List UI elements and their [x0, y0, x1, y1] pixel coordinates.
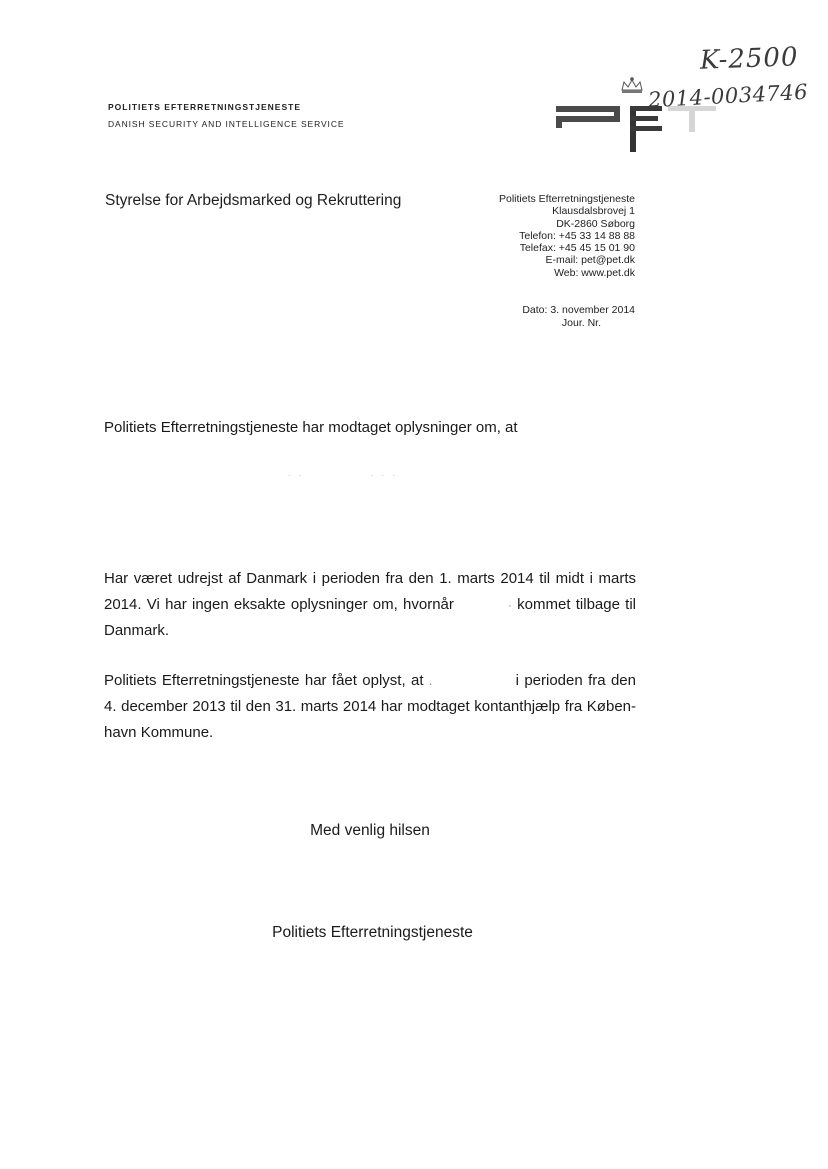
closing-greeting: Med venlig hilsen — [310, 822, 430, 839]
paragraph-travel-part2: kommet tilbage til Danmark. — [104, 596, 637, 639]
closing-signature: Politiets Efterretningstjeneste — [272, 924, 473, 941]
paragraph-benefits-part1: Politiets Efterretningstjeneste har fået oplyst, at — [104, 672, 424, 689]
sender-address: Klausdalsbrovej 1 — [552, 205, 635, 218]
recipient: Styrelse for Arbejdsmarked og Rekruttering — [105, 192, 402, 209]
paragraph-benefits-part2: i perioden fra den 4. december 2013 til den 31. marts 2014 har modtaget kontanthjælp fra Køben-havn Kommune. — [104, 672, 636, 741]
sender-block — [499, 193, 635, 279]
redacted-line: . . . . . — [288, 468, 399, 478]
handwritten-case-ref: K-2500 — [699, 42, 799, 76]
sender-name: Politiets Efterretningstjeneste — [499, 193, 635, 205]
journal-number: Jour. Nr. — [561, 317, 601, 329]
redaction-mark: . — [428, 674, 433, 688]
sender-phone: Telefon: +45 33 14 88 88 — [519, 229, 635, 242]
sender-web: Web: www.pet.dk — [554, 266, 635, 279]
paragraph-benefits — [104, 668, 636, 746]
redaction-mark: · — [507, 598, 512, 612]
letter-date: Dato: 3. november 2014 — [522, 304, 635, 316]
date-block — [522, 304, 635, 330]
intro-paragraph: Politiets Efterretningstjeneste har modtaget oplysninger om, at — [104, 419, 518, 436]
pet-letters — [556, 106, 716, 152]
paragraph-travel-part1: Har været udrejst af Danmark i perioden fra den 1. marts 2014 til midt i marts 2014. Vi har ingen eksakte oplysninger om, hvornår — [104, 570, 636, 613]
crown-icon — [622, 78, 642, 93]
handwritten-journal-ref: 2014-0034746 — [647, 79, 809, 113]
org-name-danish: POLITIETS EFTERRETNINGSTJENESTE — [108, 102, 301, 112]
sender-email: E-mail: pet@pet.dk — [545, 254, 635, 267]
sender-fax: Telefax: +45 45 15 01 90 — [519, 242, 635, 255]
paragraph-travel — [104, 566, 636, 644]
sender-postal: DK-2860 Søborg — [556, 217, 635, 230]
org-name-english: DANISH SECURITY AND INTELLIGENCE SERVICE — [108, 119, 345, 129]
